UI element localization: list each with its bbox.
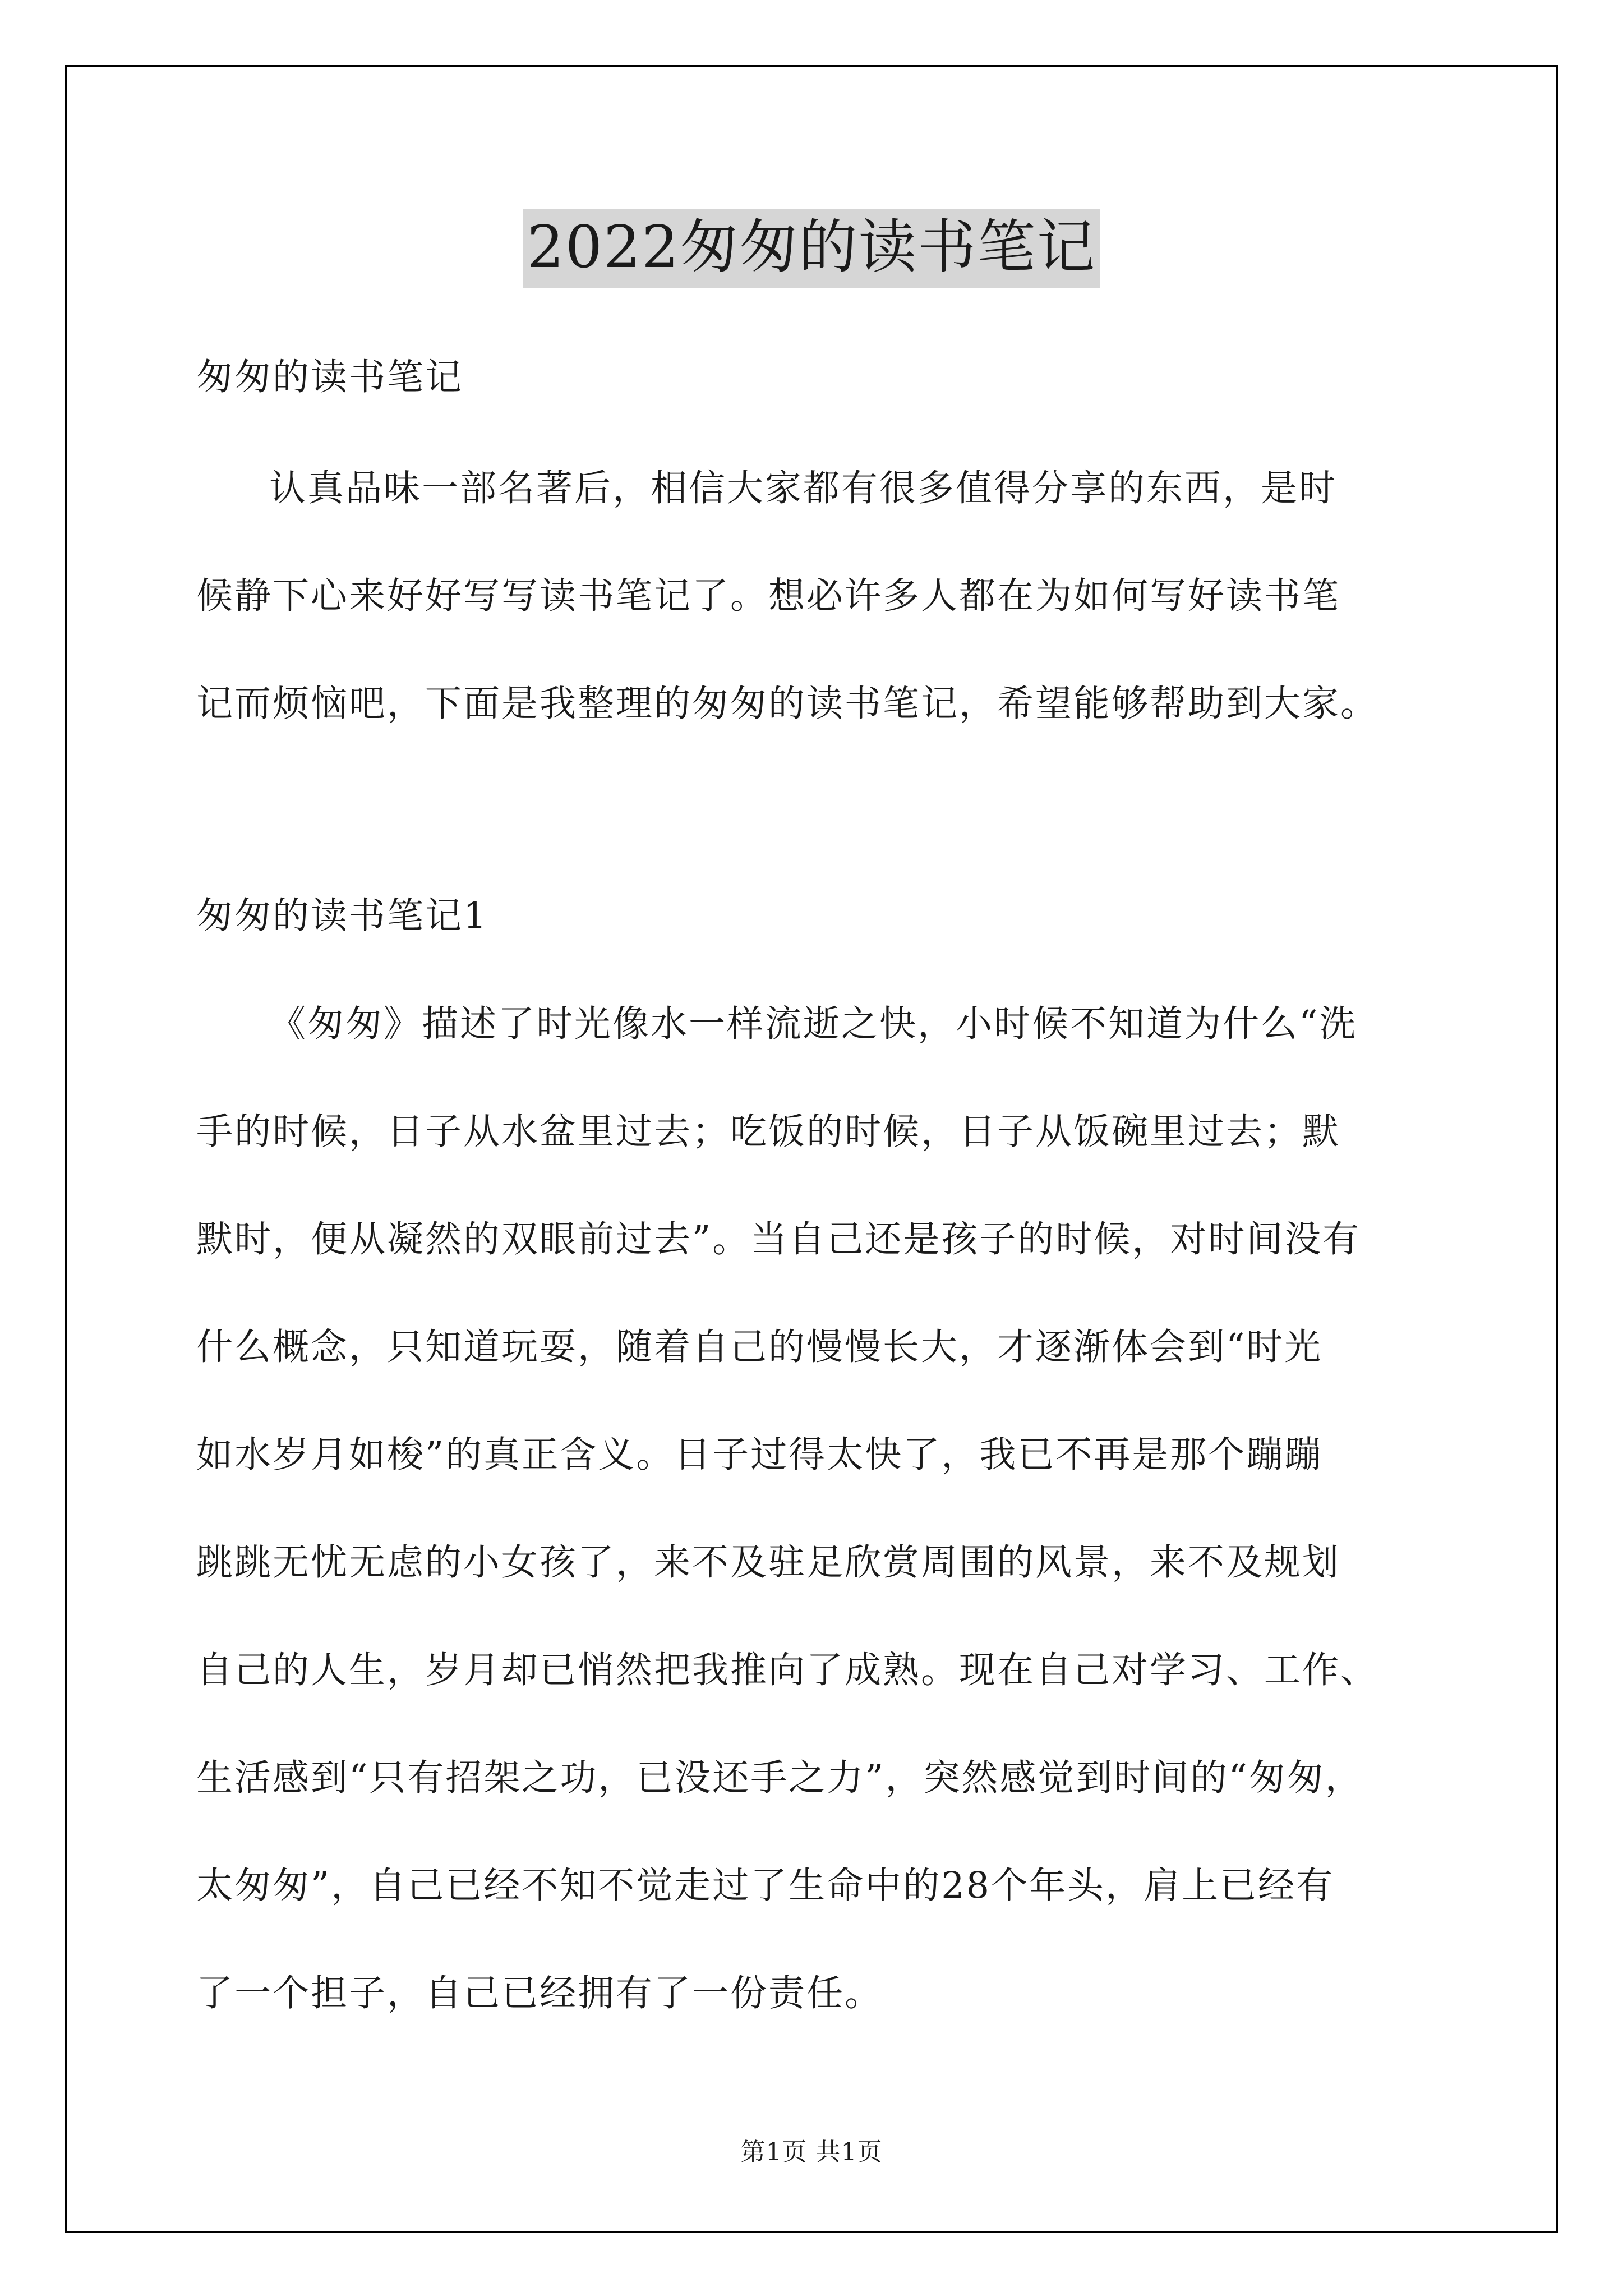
body-line: 《匆匆》描述了时光像水一样流逝之快，小时候不知道为什么“洗: [269, 1003, 1358, 1045]
body-line: 自己的人生，岁月却已悄然把我推向了成熟。现在自己对学习、工作、: [196, 1649, 1379, 1691]
body-line: 生活感到“只有招架之功，已没还手之力”，突然感觉到时间的“匆匆，: [196, 1757, 1363, 1799]
section-heading: 匆匆的读书笔记1: [196, 895, 488, 937]
body-line: 手的时候，日子从水盆里过去；吃饭的时候，日子从饭碗里过去；默: [196, 1111, 1341, 1153]
body-line: 太匆匆”，自己已经不知不觉走过了生命中的28个年头，肩上已经有: [196, 1865, 1334, 1907]
document-title-text: 2022匆匆的读书笔记: [523, 209, 1101, 288]
page-footer: 第1页 共1页: [740, 2138, 883, 2166]
document-subtitle: 匆匆的读书笔记: [196, 356, 464, 398]
body-line: 如水岁月如梭”的真正含义。日子过得太快了，我已不再是那个蹦蹦: [196, 1434, 1323, 1476]
document-title: [0, 209, 1623, 288]
intro-line: 候静下心来好好写写读书笔记了。想必许多人都在为如何写好读书笔: [196, 575, 1341, 617]
body-line: 默时，便从凝然的双眼前过去”。当自己还是孩子的时候，对时间没有: [196, 1218, 1361, 1260]
body-line: 什么概念，只知道玩耍，随着自己的慢慢长大，才逐渐体会到“时光: [196, 1326, 1323, 1368]
body-line: 了一个担子，自己已经拥有了一份责任。: [196, 1972, 883, 2014]
intro-line: 认真品味一部名著后，相信大家都有很多值得分享的东西，是时: [269, 467, 1338, 509]
body-line: 跳跳无忧无虑的小女孩了，来不及驻足欣赏周围的风景，来不及规划: [196, 1542, 1341, 1584]
intro-line: 记而烦恼吧，下面是我整理的匆匆的读书笔记，希望能够帮助到大家。: [196, 683, 1379, 725]
